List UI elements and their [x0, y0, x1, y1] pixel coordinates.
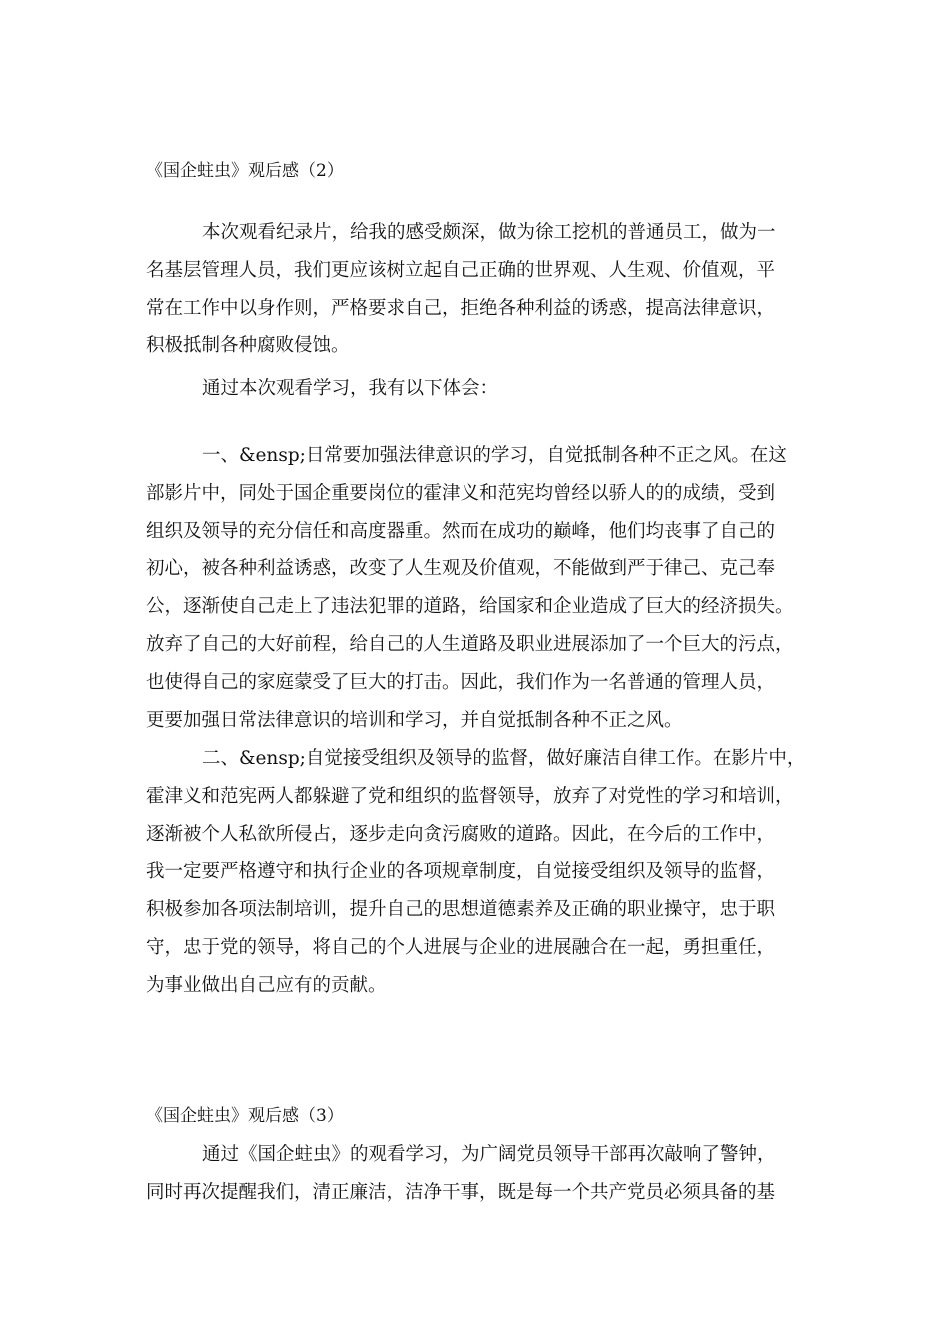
paragraph	[146, 437, 806, 739]
paragraph-line: 逐渐被个人私欲所侵占，逐步走向贪污腐败的道路。因此，在今后的工作中，	[146, 823, 776, 845]
paragraph-line: 常在工作中以身作则，严格要求自己，拒绝各种利益的诱惑，提高法律意识，	[146, 297, 776, 319]
paragraph-line: 为事业做出自己应有的贡献。	[146, 974, 387, 996]
paragraph-line: 组织及领导的充分信任和高度器重。然而在成功的巅峰，他们均丧事了自己的	[146, 520, 776, 542]
paragraph	[146, 370, 806, 408]
paragraph-line: 同时再次提醒我们，清正廉洁，洁净干事，既是每一个共产党员必须具备的基	[146, 1181, 776, 1203]
paragraph-line: 放弃了自己的大好前程，给自己的人生道路及职业进展添加了一个巨大的污点，	[146, 633, 794, 655]
paragraph-line: 名基层管理人员，我们更应该树立起自己正确的世界观、人生观、价值观，平	[146, 259, 776, 281]
paragraph-line: 本次观看纪录片，给我的感受颇深，做为徐工挖机的普通员工，做为一	[202, 222, 776, 243]
paragraph-line: 积极抵制各种腐败侵蚀。	[146, 335, 350, 357]
paragraph-line: 二、&ensp;自觉接受组织及领导的监督，做好廉洁自律工作。在影片中，	[202, 748, 806, 769]
paragraph-line: 霍津义和范宪两人都躲避了党和组织的监督领导，放弃了对党性的学习和培训，	[146, 785, 794, 807]
paragraph	[146, 740, 806, 1005]
paragraph	[146, 1136, 806, 1212]
paragraph	[146, 214, 806, 365]
paragraph-line: 公，逐渐使自己走上了违法犯罪的道路，给国家和企业造成了巨大的经济损失。	[146, 596, 794, 618]
paragraph-line: 守，忠于党的领导，将自己的个人进展与企业的进展融合在一起，勇担重任，	[146, 936, 776, 958]
paragraph-line: 也使得自己的家庭蒙受了巨大的打击。因此，我们作为一名普通的管理人员，	[146, 671, 776, 693]
paragraph-line: 更要加强日常法律意识的培训和学习，并自觉抵制各种不正之风。	[146, 709, 683, 731]
paragraph-line: 一、&ensp;日常要加强法律意识的学习，自觉抵制各种不正之风。在这	[202, 445, 787, 466]
paragraph-line: 积极参加各项法制培训，提升自己的思想道德素养及正确的职业操守，忠于职	[146, 899, 776, 921]
section-heading: 《国企蛀虫》观后感（3）	[146, 1106, 344, 1126]
paragraph-line: 我一定要严格遵守和执行企业的各项规章制度，自觉接受组织及领导的监督，	[146, 861, 776, 883]
paragraph-line: 初心，被各种利益诱惑，改变了人生观及价值观，不能做到严于律己、克己奉	[146, 558, 776, 580]
paragraph-line: 部影片中，同处于国企重要岗位的霍津义和范宪均曾经以骄人的的成绩，受到	[146, 482, 776, 504]
paragraph-line: 通过本次观看学习，我有以下体会：	[202, 378, 499, 399]
section-heading: 《国企蛀虫》观后感（2）	[146, 161, 344, 181]
paragraph-line: 通过《国企蛀虫》的观看学习，为广阔党员领导干部再次敲响了警钟，	[202, 1144, 776, 1165]
